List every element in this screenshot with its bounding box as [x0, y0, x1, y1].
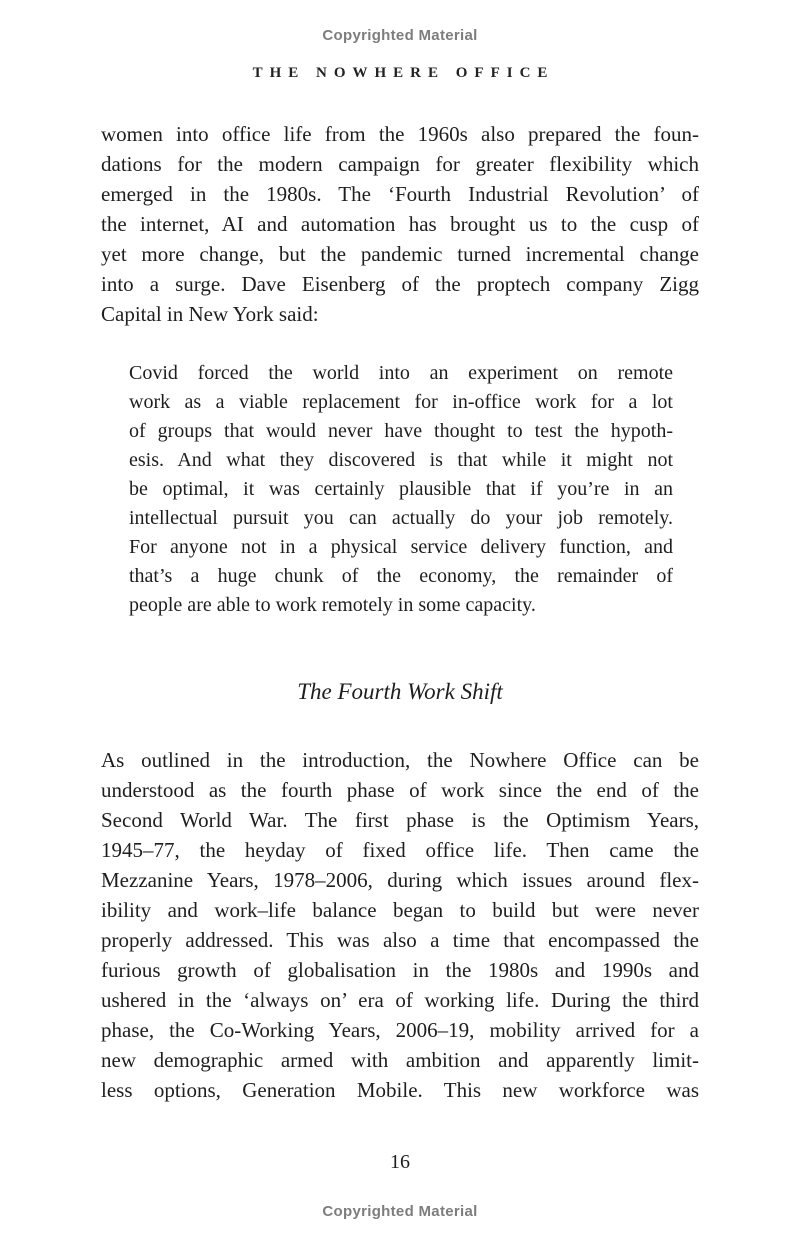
paragraph-intro [101, 119, 699, 329]
text-line: properly addressed. This was also a time that encompassed the [101, 928, 699, 952]
text-line: phase, the Co-Working Years, 2006–19, mobility arrived for a [101, 1018, 699, 1042]
text-line: people are able to work remotely in some capacity. [129, 594, 536, 616]
text-line: 1945–77, the heyday of fixed office life. Then came the [101, 838, 699, 862]
text-line: Covid forced the world into an experiment on remote [129, 362, 673, 384]
text-line: the internet, AI and automation has brought us to the cusp of [101, 212, 699, 236]
text-line: esis. And what they discovered is that while it might not [129, 449, 673, 471]
page-number: 16 [390, 1151, 410, 1173]
text-line: Mezzanine Years, 1978–2006, during which issues around flex- [101, 868, 699, 892]
section-heading: The Fourth Work Shift [297, 679, 503, 704]
text-line: Capital in New York said: [101, 302, 319, 326]
text-line: emerged in the 1980s. The ‘Fourth Industrial Revolution’ of [101, 182, 699, 206]
text-line: ushered in the ‘always on’ era of working life. During the third [101, 988, 699, 1012]
text-line: dations for the modern campaign for greater flexibility which [101, 152, 699, 176]
copyright-notice-top: Copyrighted Material [322, 27, 478, 44]
text-line: Second World War. The first phase is the Optimism Years, [101, 808, 699, 832]
block-quote-eisenberg [129, 359, 673, 620]
text-line: intellectual pursuit you can actually do your job remotely. [129, 507, 673, 529]
text-line: women into office life from the 1960s also prepared the foun- [101, 122, 699, 146]
text-line: work as a viable replacement for in-office work for a lot [129, 391, 673, 413]
copyright-notice-bottom: Copyrighted Material [322, 1203, 478, 1220]
text-line: into a surge. Dave Eisenberg of the proptech company Zigg [101, 272, 699, 296]
text-line: For anyone not in a physical service delivery function, and [129, 536, 673, 558]
text-line: new demographic armed with ambition and apparently limit- [101, 1048, 699, 1072]
text-line: As outlined in the introduction, the Nowhere Office can be [101, 748, 699, 772]
text-line: yet more change, but the pandemic turned incremental change [101, 242, 699, 266]
text-line: understood as the fourth phase of work since the end of the [101, 778, 699, 802]
text-line: less options, Generation Mobile. This new workforce was [101, 1078, 699, 1102]
text-line: ibility and work–life balance began to build but were never [101, 898, 699, 922]
paragraph-fourth-work-shift [101, 745, 699, 1105]
text-line: that’s a huge chunk of the economy, the remainder of [129, 565, 673, 587]
page-body [101, 119, 699, 1105]
text-line: of groups that would never have thought to test the hypoth- [129, 420, 673, 442]
running-head-book-title: THE NOWHERE OFFICE [252, 65, 555, 81]
text-line: be optimal, it was certainly plausible that if you’re in an [129, 478, 673, 500]
text-line: furious growth of globalisation in the 1980s and 1990s and [101, 958, 699, 982]
